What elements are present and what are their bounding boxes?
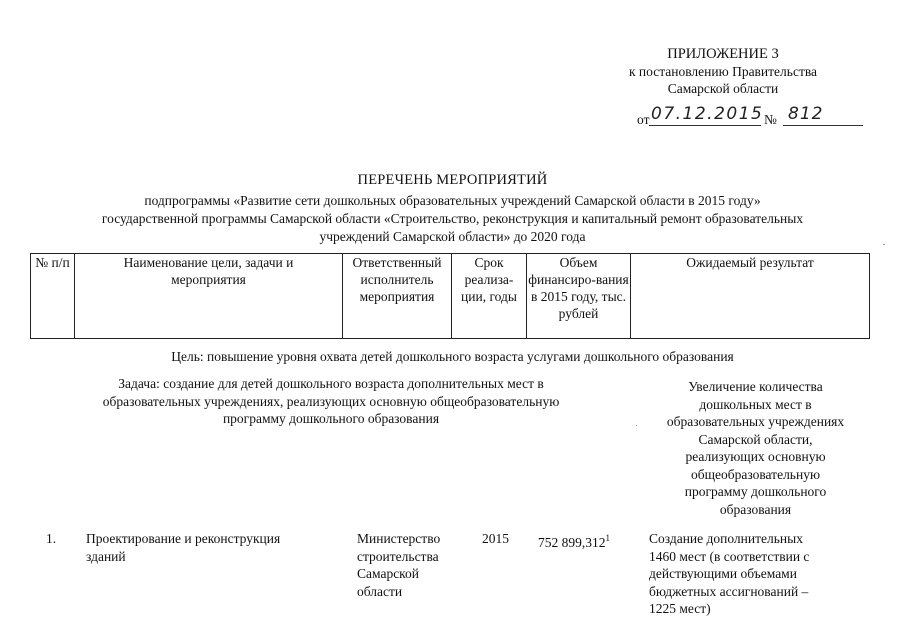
table-header-row	[31, 254, 870, 339]
task-line-1: Задача: создание для детей дошкольного возраста дополнительных мест в	[118, 376, 544, 391]
scan-speck	[636, 425, 637, 426]
title-line-1: подпрограммы «Развитие сети дошкольных образовательных учреждений Самарской области в 2015 году»	[144, 193, 761, 208]
row-executor-line-1: Министерство	[357, 531, 441, 546]
row-executor-line-2: строительства	[357, 548, 439, 564]
row-amount-footnote: 1	[605, 533, 610, 543]
row-executor-line-3: Самарской	[357, 566, 420, 581]
expected-line-8: образования	[719, 501, 792, 517]
row-name-line-1: Проектирование и реконструкция	[86, 531, 281, 546]
expected-line-6: общеобразовательную	[690, 466, 821, 482]
handwritten-date: 07.12.2015	[651, 104, 764, 124]
handwritten-number: 812	[788, 104, 824, 124]
row-number: 1.	[46, 531, 57, 546]
row-executor	[357, 530, 457, 600]
row-result-line-4: бюджетных ассигнований –	[649, 583, 809, 599]
row-result-line-1: Создание дополнительных	[649, 531, 803, 546]
row-result-line-2: 1460 мест (в соответствии с	[649, 548, 810, 564]
row-name-line-2: зданий	[86, 548, 126, 564]
title-line-3: учреждений Самарской области» до 2020 года	[319, 229, 586, 244]
expected-result-text	[643, 378, 868, 518]
task-line-3: программу дошкольного образования	[222, 411, 440, 426]
scan-speck	[883, 244, 885, 245]
appendix-header	[593, 46, 853, 97]
row-result-line-5: 1225 мест)	[649, 601, 711, 616]
row-result	[649, 530, 874, 618]
row-amount	[538, 530, 610, 551]
appendix-line-2: к постановлению Правительства	[628, 64, 818, 79]
expected-line-4: Самарской области,	[698, 431, 813, 447]
header-executor: Ответственный исполнитель мероприятия	[343, 254, 452, 339]
task-line-2: образовательных учреждениях, реализующих основную общеобразовательную	[102, 393, 560, 409]
table-header	[30, 253, 870, 339]
row-result-line-3: действующими объемами	[649, 566, 797, 581]
goal-text: Цель: повышение уровня охвата детей дошкольного возраста услугами дошкольного образования	[171, 349, 734, 364]
date-underline	[649, 125, 761, 126]
date-number-line	[637, 104, 865, 130]
number-sign: №	[764, 112, 777, 127]
header-term: Срок реализа-ции, годы	[452, 254, 527, 339]
number-underline	[783, 125, 863, 126]
title-line-2: государственной программы Самарской области «Строительство, реконструкция и капитальный ремонт образовательных	[101, 211, 804, 226]
header-number: № п/п	[31, 254, 75, 339]
row-name	[86, 530, 346, 565]
expected-line-5: реализующих основную	[685, 449, 826, 464]
header-name: Наименование цели, задачи и мероприятия	[75, 254, 343, 339]
date-prefix: от	[637, 112, 650, 127]
row-executor-line-4: области	[357, 583, 403, 599]
document-title	[0, 172, 905, 246]
title-main: ПЕРЕЧЕНЬ МЕРОПРИЯТИЙ	[357, 172, 548, 188]
appendix-title: ПРИЛОЖЕНИЕ 3	[667, 46, 779, 62]
header-funding: Объем финансиро-вания в 2015 году, тыс. рублей	[527, 254, 631, 339]
appendix-line-3: Самарской области	[667, 81, 779, 96]
table-row	[0, 530, 905, 630]
expected-line-1: Увеличение количества	[688, 379, 823, 394]
row-amount-value: 752 899,312	[538, 535, 606, 550]
task-text	[55, 375, 607, 428]
expected-line-3: образовательных учреждениях	[666, 414, 845, 429]
expected-line-7: программу дошкольного	[684, 484, 827, 499]
header-result: Ожидаемый результат	[631, 254, 870, 339]
expected-line-2: дошкольных мест в	[699, 396, 812, 412]
row-year: 2015	[482, 531, 509, 546]
